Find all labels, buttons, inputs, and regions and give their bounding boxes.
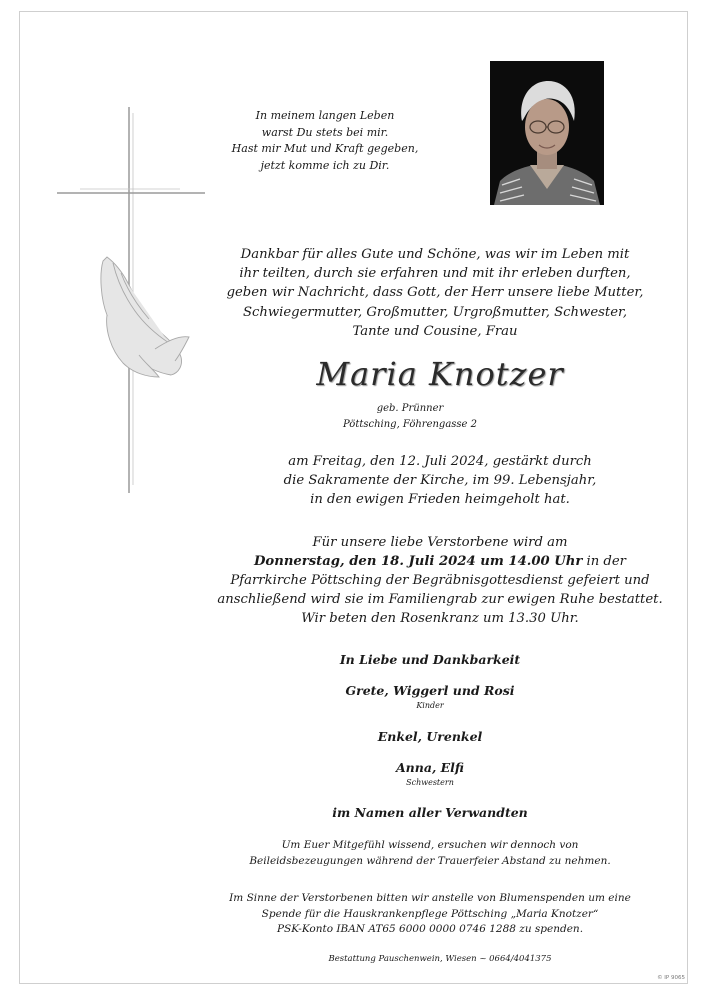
- portrait-photo: [490, 61, 604, 205]
- deceased-details: [300, 401, 520, 433]
- portrait-image: [490, 61, 604, 205]
- mourners-children: Grete, Wiggerl und Rosi: [345, 683, 515, 698]
- funeral-date-rest: in der: [582, 554, 626, 569]
- deceased-address: Pöttsching, Föhrengasse 2: [342, 419, 478, 430]
- notice-line: am Freitag, den 12. Juli 2024, gestärkt durch: [288, 454, 592, 469]
- request-line: Beileidsbezeugungen während der Trauerfeier Abstand zu nehmen.: [249, 854, 611, 867]
- funeral-line: anschließend wird sie im Familiengrab zur ewigen Ruhe bestattet.: [217, 592, 663, 607]
- intro-line: Tante und Cousine, Frau: [352, 323, 518, 339]
- mourners-sisters: Anna, Elfi: [395, 760, 465, 775]
- notice-line: in den ewigen Frieden heimgeholt hat.: [310, 492, 570, 507]
- funeral-line: Wir beten den Rosenkranz um 13.30 Uhr.: [301, 611, 579, 626]
- deceased-name: Maria Knotzer: [316, 355, 564, 393]
- memorial-poem: [225, 108, 425, 174]
- funeral-info: [210, 533, 670, 628]
- funeral-line: Für unsere liebe Verstorbene wird am: [312, 535, 568, 550]
- condolence-request: [200, 838, 660, 869]
- mourners-heading: In Liebe und Dankbarkeit: [339, 652, 521, 667]
- mourners-grandchildren: Enkel, Urenkel: [377, 729, 483, 744]
- poem-line: Hast mir Mut und Kraft gegeben,: [231, 142, 419, 155]
- request-line: Um Euer Mitgefühl wissend, ersuchen wir dennoch von: [281, 839, 579, 851]
- donation-line: Spende für die Hauskrankenpflege Pöttsching „Maria Knotzer“: [261, 907, 599, 920]
- intro-line: Schwiegermutter, Großmutter, Urgroßmutter, Schwester,: [242, 304, 628, 320]
- notice-line: die Sakramente der Kirche, im 99. Lebensjahr,: [283, 473, 597, 488]
- funeral-home-footer: Bestattung Pauschenwein, Wiesen ~ 0664/4041375: [328, 954, 552, 964]
- donation-line: PSK-Konto IBAN AT65 6000 0000 0746 1288 zu spenden.: [276, 923, 584, 935]
- sisters-label: Schwestern: [406, 778, 454, 787]
- donation-request: [190, 891, 670, 938]
- intro-text: [205, 245, 665, 341]
- funeral-line: Pfarrkirche Pöttsching der Begräbnisgottesdienst gefeiert und: [230, 573, 650, 588]
- maiden-name: geb. Prünner: [376, 403, 444, 414]
- donation-line: Im Sinne der Verstorbenen bitten wir anstelle von Blumenspenden um eine: [229, 892, 631, 904]
- cross-praying-hands-icon: [55, 105, 215, 500]
- mourners-relatives: im Namen aller Verwandten: [332, 805, 528, 820]
- intro-line: ihr teilten, durch sie erfahren und mit ihr erleben durften,: [239, 266, 631, 282]
- intro-line: Dankbar für alles Gute und Schöne, was wir im Leben mit: [240, 247, 630, 262]
- poem-line: jetzt komme ich zu Dir.: [260, 158, 390, 172]
- poem-line: In meinem langen Leben: [255, 109, 395, 122]
- copyright-note: © IP 9065: [657, 975, 685, 981]
- funeral-date: Donnerstag, den 18. Juli 2024 um 14.00 Uhr: [254, 554, 583, 569]
- poem-line: warst Du stets bei mir.: [261, 125, 389, 139]
- children-label: Kinder: [416, 701, 444, 710]
- death-notice: [230, 452, 650, 509]
- funeral-date-line: [210, 552, 670, 571]
- intro-line: geben wir Nachricht, dass Gott, der Herr unsere liebe Mutter,: [226, 285, 644, 301]
